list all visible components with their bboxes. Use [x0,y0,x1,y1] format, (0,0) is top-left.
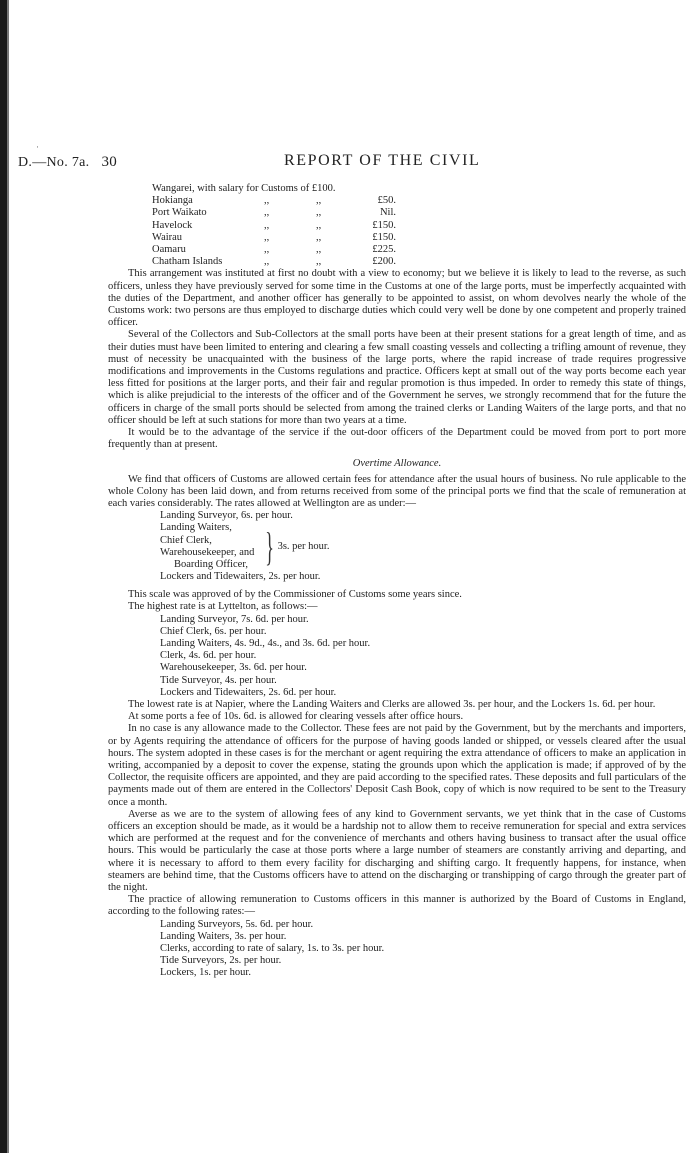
paragraph: The practice of allowing remuneration to Customs officers in this manner is authorized by the Board of Customs in England, according to the following rates:— [108,894,686,918]
rate-line: Tide Surveyors, 2s. per hour. [160,955,282,967]
ditto-mark: ,, [264,195,270,207]
paragraph: The highest rate is at Lyttelton, as follows:— [128,601,318,613]
port-name: Port Waikato [152,207,207,219]
rate-line: Landing Surveyor, 6s. per hour. [160,510,293,522]
page-spine-edge [7,0,9,1153]
curly-brace-icon: } [265,523,275,569]
port-amount: £100. [311,183,336,194]
rate-line: Landing Waiters, 4s. 9d., 4s., and 3s. 6d. per hour. [160,638,371,650]
rate-line: Clerks, according to rate of salary, 1s. to 3s. per hour. [160,943,385,955]
ditto-mark: ,, [264,256,270,268]
paragraph: It would be to the advantage of the service if the out-door officers of the Department could be moved from port to port more frequently than at present. [108,426,686,451]
page-mark: · [36,142,39,152]
paragraph: This arrangement was instituted at first no doubt with a view to economy; but we believe it is likely to lead to the reverse, as such officers, unless they have previously served for some time in the Customs at one of the large ports, must be imperfectly acquainted with the duties of the Department, and another officer has generally to be appointed to assist, on whom devolves nearly the whole of the Customs work: two persons are thus employed to discharge duties which could very well be done by one competent and properly trained officer. [108,268,686,329]
rate-line: Landing Waiters, 3s. per hour. [160,930,287,942]
paragraph: Several of the Collectors and Sub-Collectors at the small ports have been at their present stations for a great length of time, and as their duties must have been limited to entering and clearing a few small coasting vessels and collecting a trifling amount of revenue, they must of necessity be unacquainted with the business of the large ports, where the rapid increase of trade requires progressive modifications and improvements in the Customs regulations and practice. Officers kept at small out of the way ports become each year less fitted for positions at the larger ports, and their fair and regular promotion is thus impeded. In order to remedy this state of things, which is alike prejudicial to the interests of the officer and of the Government he serves, we strongly recommend that for the future the officers in charge of the small ports should be selected from among the trained clerks or Landing Waiters of the large ports, and that no officer should be left at such stations for more than two years at a time. [108,329,686,426]
ditto-mark: ,, [264,231,270,243]
rate-line: Lockers and Tidewaiters, 2s. 6d. per hour. [160,686,337,698]
port-name: Hokianga [152,195,193,207]
port-name: Havelock [152,219,193,231]
rate-line: Tide Surveyor, 4s. per hour. [160,674,277,686]
paragraph: We find that officers of Customs are allowed certain fees for attendance after the usual hours of business. No rule applicable to the whole Colony has been laid down, and from returns received from some of the principal ports we find that the scale of remuneration at each varies considerably. The rates allowed at Wellington are as under:— [108,473,686,509]
section-reference: D.—No. 7a. [18,155,90,170]
port-name: Wairau [152,231,183,243]
ditto-mark: ,, [316,256,322,268]
port-name: Oamaru [152,243,186,255]
port-row [152,195,412,207]
rate-line: Warehousekeeper, and [160,546,255,558]
rate-line: Chief Clerk, 6s. per hour. [160,625,267,637]
running-header-title: REPORT OF THE CIVIL [284,152,481,169]
ditto-mark: ,, [316,243,322,255]
rate-line: Landing Surveyors, 5s. 6d. per hour. [160,918,314,930]
england-rates [160,919,686,980]
rate-line: Chief Clerk, [160,534,212,546]
port-amount: £150. [372,219,396,231]
rate-line: Boarding Officer, [174,558,249,570]
ditto-mark: ,, [264,219,270,231]
port-amount: £225. [372,243,396,255]
port-row [152,232,412,244]
port-row [152,244,412,256]
rate-line: Landing Waiters, [160,522,232,534]
ditto-mark: ,, [316,195,322,207]
port-amount: £200. [372,256,396,268]
port-name: Wangarei, with salary for Customs of [152,183,310,194]
ports-salary-table [152,183,412,268]
ditto-mark: ,, [264,207,270,219]
paragraph: In no case is any allowance made to the Collector. These fees are not paid by the Government, but by the merchants and importers, or by Agents requiring the attendance of officers for the purpose of having goods landed or shipped, or vessels cleared after the usual hours. The system adopted in these cases is for the merchant or agent requiring the extra attendance of officers to make an application in writing, accompanied by a deposit to cover the expense, stating the grounds upon which the application is made; if approved of by the Collector, the requisite officers are appointed, and they are paid according to the specified rates. These deposits and full particulars of the payments made out of them are entered in the Collectors' Deposit Cash Book, copy of which is now required to be sent to the Treasury once a month. [108,723,686,808]
rate-line: Lockers and Tidewaiters, 2s. per hour. [160,571,321,583]
paragraph: Averse as we are to the system of allowing fees of any kind to Government servants, we yet think that in the case of Customs officers an exception should be made, as it would be a hardship not to allow them to receive remuneration for special and extra services which are performed at the request and for the convenience of merchants and others having business to transact after the usual office hours. This would be particularly the case at those ports where a large number of steamers are constantly arriving and departing, and where it is necessary to afford to them every facility for discharging and shifting cargo. It frequently happens, for instance, when steamers are behind time, that the Customs officers have to attend on the discharging or transhipping of cargo through the greater part of the night. [108,808,686,894]
port-row [152,220,412,232]
wellington-rates-end [160,571,686,583]
ditto-mark: ,, [316,219,322,231]
section-heading: Overtime Allowance. [352,458,442,470]
port-row [152,207,412,219]
port-amount: £150. [372,231,396,243]
page-body [108,183,686,980]
wellington-rates [160,510,686,522]
brace-value: 3s. per hour. [277,540,330,552]
paragraph: At some ports a fee of 10s. 6d. is allowed for clearing vessels after office hours. [128,711,464,723]
port-name: Chatham Islands [152,256,223,268]
lyttelton-rates [160,614,686,699]
page-number: 30 [101,154,118,170]
brace-names [160,522,254,571]
port-row [152,183,412,195]
rate-line: Warehousekeeper, 3s. 6d. per hour. [160,662,307,674]
rate-line: Lockers, 1s. per hour. [160,967,251,979]
rate-line: Landing Surveyor, 7s. 6d. per hour. [160,613,309,625]
wellington-brace-group [160,522,686,571]
ditto-mark: ,, [264,243,270,255]
running-header-left [18,154,117,171]
port-amount: Nil. [379,207,396,219]
ditto-mark: ,, [316,207,322,219]
ditto-mark: ,, [316,231,322,243]
port-row [152,256,412,268]
rate-line: Clerk, 4s. 6d. per hour. [160,650,257,662]
paragraph: The lowest rate is at Napier, where the Landing Waiters and Clerks are allowed 3s. per hour, and the Lockers 1s. 6d. per hour. [128,698,656,710]
port-amount: £50. [377,195,396,207]
page-spine [0,0,7,1153]
paragraph: This scale was approved of by the Commissioner of Customs some years since. [128,589,462,601]
